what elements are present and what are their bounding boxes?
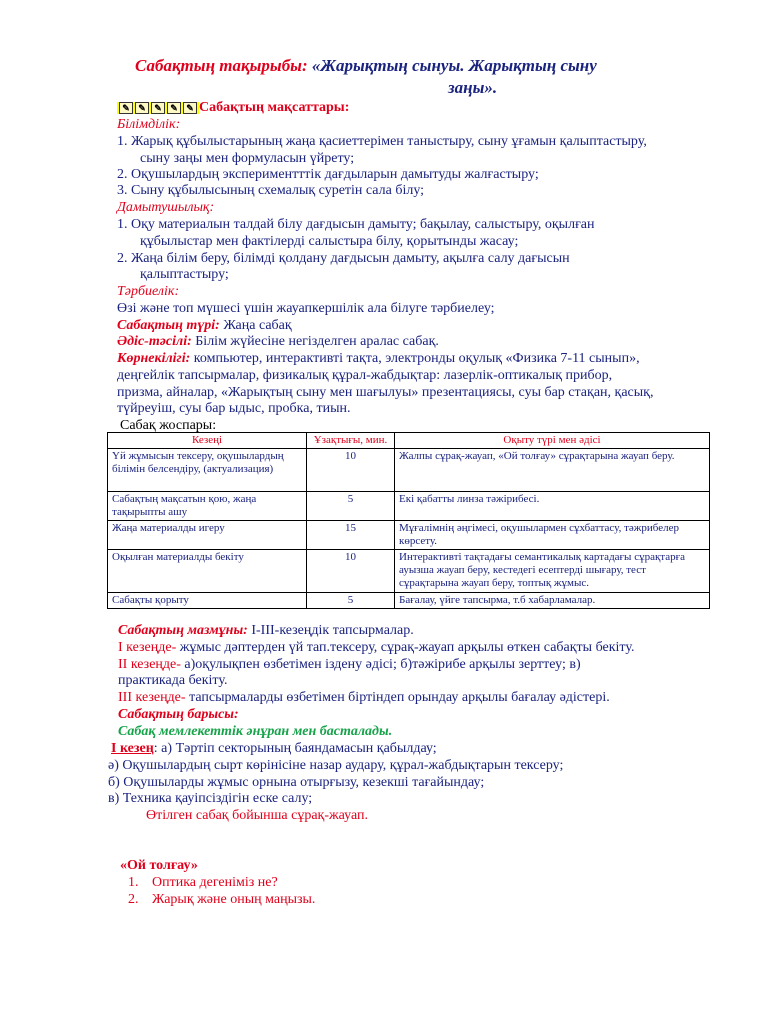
educational-item: 3. Сыну құбылысының схемалық суретін сала білу; bbox=[117, 183, 425, 198]
cell-method: Интерактивті тақтадағы семантикалық картадағы сұрақтарға ауызша жауап беру, кестедегі есептерді шығару, тест сұрақтарына жауап беру, топтық жұмыс. bbox=[395, 550, 710, 593]
progress-line: ә) Оқушылардың сырт көрінісіне назар аудару, құрал-жабдықтарын тексеру; bbox=[108, 758, 564, 773]
question-text: Оптика дегеніміз не? bbox=[152, 875, 278, 890]
reflection-title: «Ой толғау» bbox=[120, 858, 198, 873]
table-row bbox=[108, 550, 710, 593]
progress-stage1-label: І кезең bbox=[111, 741, 154, 756]
progress-line bbox=[111, 740, 437, 757]
visual-aids-line4: түйреуіш, суы бар ыдыс, пробка, тиын. bbox=[117, 401, 351, 416]
progress-line-text: : а) Тәртіп секторының баяндамасын қабылдау; bbox=[153, 741, 437, 756]
cell-method: Мұғалімнің әңгімесі, оқушылармен сұхбаттасу, тәжрибелер көрсету. bbox=[395, 521, 710, 550]
stage2-label: ІІ кезеңде- bbox=[118, 657, 181, 672]
title-text-line1: «Жарықтың сынуы. Жарықтың сыну bbox=[311, 56, 597, 75]
progress-label: Сабақтың барысы: bbox=[118, 707, 239, 722]
developmental-item: қалыптастыру; bbox=[140, 267, 229, 282]
cell-stage: Үй жұмысын тексеру, оқушылардың білімін белсендіру, (актуализация) bbox=[108, 449, 307, 492]
content-stage2 bbox=[118, 656, 708, 673]
reflection-question: 2. Жарық және оның маңызы. bbox=[128, 892, 316, 907]
cell-stage: Оқылған материалды бекіту bbox=[108, 550, 307, 593]
table-header-row bbox=[108, 433, 710, 449]
pencil-icon: ✎ bbox=[119, 102, 133, 114]
title-prefix: Сабақтың тақырыбы: bbox=[135, 56, 308, 75]
upbringing-label: Тәрбиелік: bbox=[117, 284, 180, 299]
developmental-item: 1. Оқу материалын талдай білу дағдысын дамыту; бақылау, салыстыру, оқылған bbox=[117, 217, 595, 232]
lesson-type-value: Жаңа сабақ bbox=[219, 318, 292, 333]
method-label: Әдіс-тәсілі: bbox=[117, 334, 192, 349]
visual-aids-row bbox=[117, 350, 708, 367]
cell-minutes: 5 bbox=[307, 492, 395, 521]
cell-stage: Сабақтың мақсатын қою, жаңа тақырыпты ашу bbox=[108, 492, 307, 521]
content-row bbox=[118, 622, 414, 639]
educational-item: сыну заңы мен формуласын үйрету; bbox=[140, 151, 355, 166]
reflection-question: 1. Оптика дегеніміз не? bbox=[128, 875, 278, 890]
pencil-icons-strip bbox=[117, 102, 199, 114]
lesson-type-label: Сабақтың түрі: bbox=[117, 318, 220, 333]
method-row bbox=[117, 333, 439, 350]
cell-minutes: 10 bbox=[307, 550, 395, 593]
method-value: Білім жүйесіне негізделген аралас сабақ. bbox=[191, 334, 439, 349]
content-stage3 bbox=[118, 689, 610, 706]
stage3-text: тапсырмаларды өзбетімен біртіндеп орындау арқылы бағалау әдістері. bbox=[185, 690, 610, 705]
developmental-item: құбылыстар мен фактілерді салыстыра білу, қорытынды жасау; bbox=[140, 234, 519, 249]
anthem-line: Сабақ мемлекеттік әнұран мен басталады. bbox=[118, 724, 393, 739]
table-row bbox=[108, 593, 710, 609]
educational-item: 1. Жарық құбылыстарының жаңа қасиеттерімен таныстыру, сыну ұғамын қалыптастыру, bbox=[117, 134, 647, 149]
upbringing-text: Өзі және топ мүшесі үшін жауапкершілік ала білуге тәрбиелеу; bbox=[117, 301, 495, 316]
header-duration: Ұзақтығы, мин. bbox=[307, 433, 395, 449]
cell-method: Жалпы сұрақ-жауап, «Ой толғау» сұрақтарына жауап беру. bbox=[395, 449, 710, 492]
cell-method: Бағалау, үйге тапсырма, т.б хабарламалар. bbox=[395, 593, 710, 609]
pencil-icon: ✎ bbox=[183, 102, 197, 114]
header-stage: Кезеңі bbox=[108, 433, 307, 449]
cell-method: Екі қабатты линза тәжірибесі. bbox=[395, 492, 710, 521]
stage2-text: а)оқулықпен өзбетімен іздену әдісі; б)тәжірибе арқылы зерттеу; в) bbox=[180, 657, 581, 672]
visual-aids-label: Көрнекілігі: bbox=[117, 351, 191, 366]
goals-header: Сабақтың мақсаттары: bbox=[199, 100, 350, 115]
cell-stage: Сабақты қорыту bbox=[108, 593, 307, 609]
table-row bbox=[108, 449, 710, 492]
content-value: І-ІІІ-кезеңдік тапсырмалар. bbox=[247, 623, 414, 638]
stage1-text: жұмыс дәптерден үй тап.тексеру, сұрақ-жауап арқылы өткен сабақты бекіту. bbox=[176, 640, 635, 655]
developmental-item: 2. Жаңа білім беру, білімді қолдану дағдысын дамыту, ақылға салу дағысын bbox=[117, 251, 570, 266]
table-row bbox=[108, 492, 710, 521]
stage1-label: І кезеңде- bbox=[118, 640, 177, 655]
cell-stage: Жаңа материалды игеру bbox=[108, 521, 307, 550]
goals-header-row bbox=[117, 99, 349, 116]
educational-item: 2. Оқушылардың экспериментттік дағдыларын дамытуды жалғастыру; bbox=[117, 167, 539, 182]
review-line: Өтілген сабақ бойынша сұрақ-жауап. bbox=[146, 808, 369, 823]
educational-label: Білімділік: bbox=[117, 117, 181, 132]
cell-minutes: 5 bbox=[307, 593, 395, 609]
content-label: Сабақтың мазмұны: bbox=[118, 623, 248, 638]
plan-caption: Сабақ жоспары: bbox=[120, 418, 217, 433]
plan-table bbox=[107, 432, 710, 609]
progress-line: б) Оқушыларды жұмыс орнына отырғызу, кезекші тағайындау; bbox=[108, 775, 485, 790]
header-method: Оқыту түрі мен әдісі bbox=[395, 433, 710, 449]
title-text-line2: заңы». bbox=[448, 78, 498, 97]
question-text: Жарық және оның маңызы. bbox=[152, 892, 316, 907]
cell-minutes: 10 bbox=[307, 449, 395, 492]
progress-line: в) Техника қауіпсіздігін еске салу; bbox=[108, 791, 313, 806]
pencil-icon: ✎ bbox=[135, 102, 149, 114]
visual-aids-line3: призма, айналар, «Жарықтың сыну мен шағылуы» презентациясы, суы бар стақан, қасық, bbox=[117, 385, 654, 400]
cell-minutes: 15 bbox=[307, 521, 395, 550]
stage3-label: ІІІ кезеңде- bbox=[118, 690, 186, 705]
pencil-icon: ✎ bbox=[167, 102, 181, 114]
content-stage1 bbox=[118, 639, 634, 656]
stage2-text2: практикада бекіту. bbox=[118, 673, 228, 688]
pencil-icon: ✎ bbox=[151, 102, 165, 114]
visual-aids-line1: компьютер, интерактивті тақта, электронды оқулық «Физика 7-11 сынып», bbox=[190, 351, 640, 366]
lesson-type-row bbox=[117, 317, 292, 334]
visual-aids-line2: деңгейлік тапсырмалар, физикалық құрал-жабдықтар: лазерлік-оптикалық прибор, bbox=[117, 368, 613, 383]
table-row bbox=[108, 521, 710, 550]
lesson-title bbox=[135, 55, 735, 76]
developmental-label: Дамытушылық: bbox=[117, 200, 215, 215]
